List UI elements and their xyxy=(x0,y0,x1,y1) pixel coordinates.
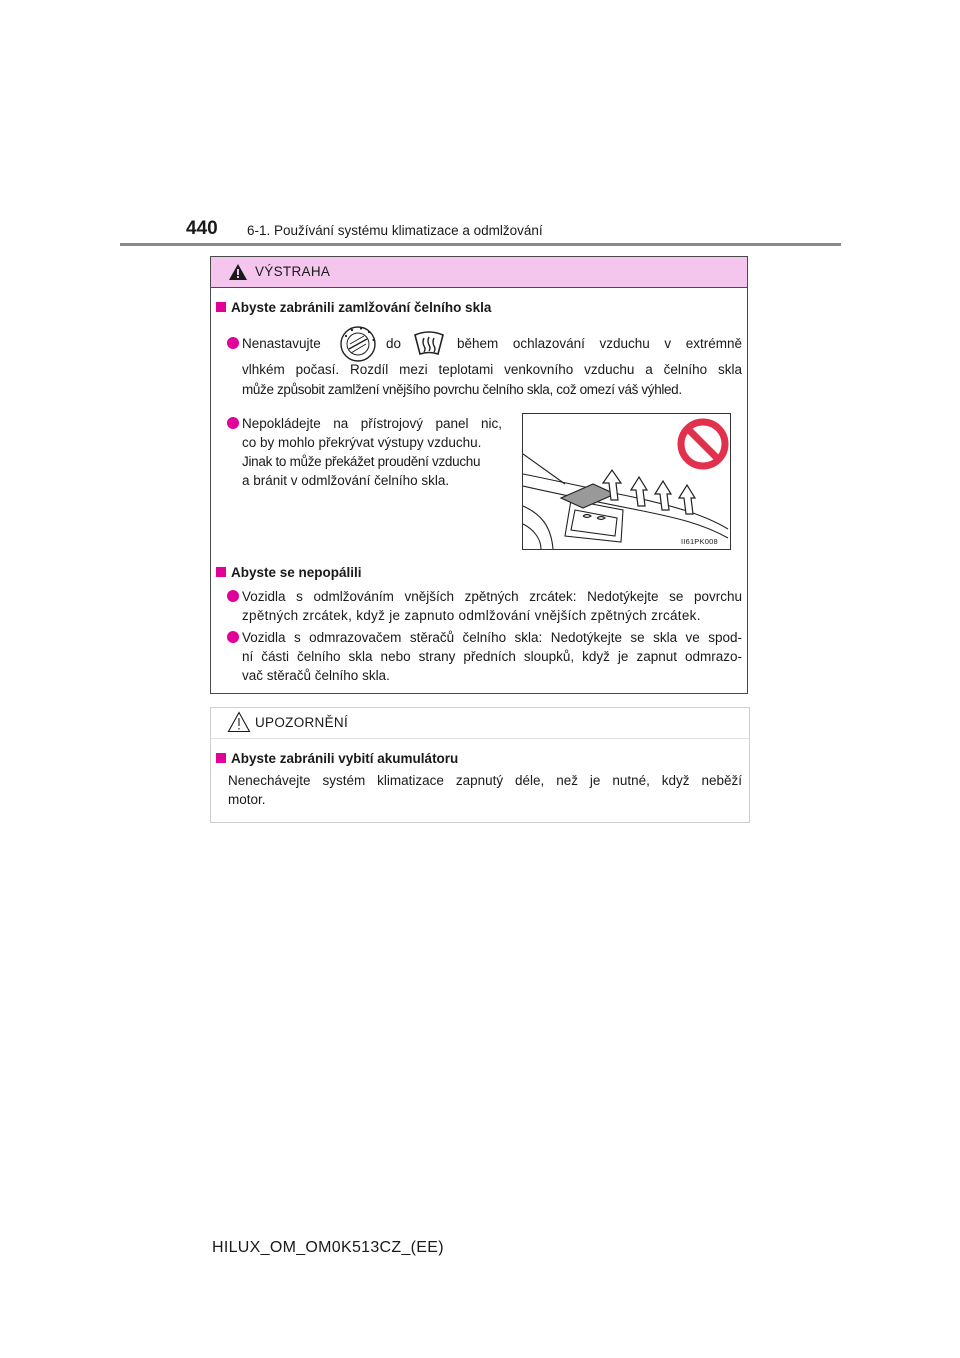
item2-line3: Jinak to může překážet proudění vzduchu xyxy=(242,454,481,469)
item4-line2: ní části čelního skla nebo strany předních sloupků, když je zapnut odmrazo- xyxy=(242,649,742,664)
item2-line1: Nepokládejte na přístrojový panel nic, xyxy=(242,416,502,431)
warning-title: VÝSTRAHA xyxy=(255,264,331,279)
air-outlet-dial-icon xyxy=(339,325,377,363)
caution-heading-text: Abyste zabránili vybití akumulátoru xyxy=(231,751,459,766)
item4-line3: vač stěračů čelního skla. xyxy=(242,668,390,683)
item1-word1: Nenastavujte xyxy=(242,336,321,351)
caution-header xyxy=(211,708,749,739)
caution-heading xyxy=(216,751,458,766)
windshield-defrost-icon xyxy=(413,330,445,356)
bullet-icon xyxy=(227,590,239,602)
dashboard-illustration xyxy=(522,413,731,550)
warning-triangle-icon xyxy=(228,263,248,281)
caution-line1: Nenechávejte systém klimatizace zapnutý déle, než je nutné, když neběží xyxy=(228,773,742,788)
item1-word2: do xyxy=(386,336,402,351)
item3-line1: Vozidla s odmlžováním vnějších zpětných zrcátek: Nedotýkejte se povrchu xyxy=(242,589,742,604)
bullet-icon xyxy=(227,631,239,643)
prohibition-icon xyxy=(681,422,725,466)
caution-triangle-icon xyxy=(227,711,251,733)
footer-document-code: HILUX_OM_OM0K513CZ_(EE) xyxy=(212,1239,444,1256)
section-heading-burns xyxy=(216,565,362,580)
heading-square-icon xyxy=(216,567,226,577)
section-heading-fogging-text: Abyste zabránili zamlžování čelního skla xyxy=(231,300,492,315)
item3-line2: zpětných zrcátek, když je zapnuto odmlžování vnějších zpětných zrcátek. xyxy=(242,608,701,623)
header-rule xyxy=(120,243,841,246)
item1-rest: během ochlazování vzduchu v extrémně xyxy=(457,336,742,351)
item4-line1: Vozidla s odmrazovačem stěračů čelního skla: Nedotýkejte se skla ve spod- xyxy=(242,630,742,645)
heading-square-icon xyxy=(216,753,226,763)
caution-line2: motor. xyxy=(228,792,266,807)
section-title: 6-1. Používání systému klimatizace a odmlžování xyxy=(247,223,543,238)
section-heading-burns-text: Abyste se nepopálili xyxy=(231,565,362,580)
page-number: 440 xyxy=(186,218,218,239)
item1-line3: může způsobit zamlžení vnějšího povrchu čelního skla, což omezí váš výhled. xyxy=(242,382,682,397)
item1-line2: vlhkém počasí. Rozdíl mezi teplotami venkovního vzduchu a čelního skla xyxy=(242,362,742,377)
illustration-code: II61PK008 xyxy=(681,537,718,546)
item2-line2: co by mohlo překrývat výstupy vzduchu. xyxy=(242,435,482,450)
bullet-icon xyxy=(227,417,239,429)
warning-header xyxy=(211,257,747,288)
heading-square-icon xyxy=(216,302,226,312)
item2-line4: a bránit v odmlžování čelního skla. xyxy=(242,473,450,488)
dashboard-drawing xyxy=(523,414,730,549)
bullet-icon xyxy=(227,337,239,349)
section-heading-fogging xyxy=(216,300,491,315)
caution-title: UPOZORNĚNÍ xyxy=(255,715,349,730)
